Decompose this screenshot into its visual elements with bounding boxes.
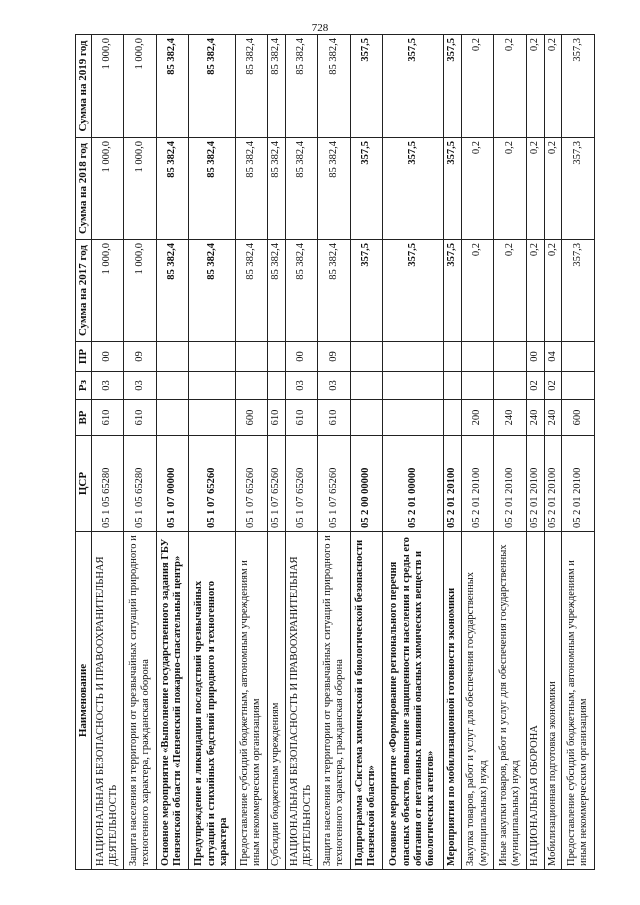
cell-pr: 00: [91, 342, 123, 372]
table-row: [562, 35, 595, 870]
header-sum-2017: Сумма на 2017 год: [76, 240, 92, 342]
cell-sum-2018: 357,5: [444, 138, 462, 240]
cell-name: Основное мероприятие «Формирование регионального перечня опасных объектов, повышение защищенности населения и среды его обитания от негативных влияний опасных химических веществ и биологических агентов»: [382, 532, 443, 870]
cell-csr: 05 2 01 20100: [562, 436, 595, 532]
cell-sum-2019: 357,5: [350, 35, 382, 138]
cell-sum-2019: 1 000,0: [124, 35, 156, 138]
cell-pr: 04: [544, 342, 562, 372]
cell-name: НАЦИОНАЛЬНАЯ БЕЗОПАСНОСТЬ И ПРАВООХРАНИТЕЛЬНАЯ ДЕЯТЕЛЬНОСТЬ: [91, 532, 123, 870]
cell-name: Основное мероприятие «Выполнение государственного задания ГБУ Пензенской области «Пензенский пожарно-спасательный центр»: [156, 532, 188, 870]
cell-sum-2018: 357,3: [562, 138, 595, 240]
cell-name: Мероприятия по мобилизационной готовности экономики: [444, 532, 462, 870]
cell-csr: 05 1 07 65260: [318, 436, 350, 532]
header-row: [76, 35, 92, 870]
cell-csr: 05 1 07 65260: [235, 436, 267, 532]
table-row: [444, 35, 462, 870]
cell-name: НАЦИОНАЛЬНАЯ БЕЗОПАСНОСТЬ И ПРАВООХРАНИТЕЛЬНАЯ ДЕЯТЕЛЬНОСТЬ: [285, 532, 317, 870]
cell-sum-2019: 0,2: [526, 35, 544, 138]
cell-vr: 610: [91, 400, 123, 436]
cell-sum-2017: 1 000,0: [91, 240, 123, 342]
cell-pr: [494, 342, 526, 372]
cell-sum-2018: 85 382,4: [188, 138, 235, 240]
cell-rz: [562, 372, 595, 400]
cell-rz: [188, 372, 235, 400]
header-pr: ПР: [76, 342, 92, 372]
table-row: [526, 35, 544, 870]
header-csr: ЦСР: [76, 436, 92, 532]
cell-rz: 03: [318, 372, 350, 400]
cell-vr: 610: [124, 400, 156, 436]
cell-vr: 610: [285, 400, 317, 436]
cell-name: Закупка товаров, работ и услуг для обеспечения государственных (муниципальных) нужд: [462, 532, 494, 870]
cell-pr: [235, 342, 267, 372]
cell-sum-2017: 85 382,4: [156, 240, 188, 342]
table-row: [285, 35, 317, 870]
cell-rz: [156, 372, 188, 400]
cell-sum-2017: 0,2: [494, 240, 526, 342]
header-sum-2018: Сумма на 2018 год: [76, 138, 92, 240]
cell-name: Предупреждение и ликвидация последствий чрезвычайных ситуаций и стихийных бедствий природного и техногенного характера: [188, 532, 235, 870]
cell-rz: [494, 372, 526, 400]
cell-vr: [350, 400, 382, 436]
cell-vr: 610: [268, 400, 286, 436]
table-row: [462, 35, 494, 870]
table-body: [91, 35, 594, 870]
cell-rz: [462, 372, 494, 400]
cell-csr: 05 2 01 20100: [444, 436, 462, 532]
cell-sum-2017: 85 382,4: [318, 240, 350, 342]
cell-sum-2017: 357,5: [444, 240, 462, 342]
cell-pr: [268, 342, 286, 372]
cell-sum-2017: 85 382,4: [188, 240, 235, 342]
cell-name: Субсидии бюджетным учреждениям: [268, 532, 286, 870]
cell-name: Предоставление субсидий бюджетным, автономным учреждениям и иным некоммерческим организациям: [235, 532, 267, 870]
cell-sum-2018: 85 382,4: [156, 138, 188, 240]
cell-csr: 05 2 01 00000: [382, 436, 443, 532]
cell-vr: 240: [544, 400, 562, 436]
cell-sum-2019: 85 382,4: [285, 35, 317, 138]
table-row: [156, 35, 188, 870]
cell-vr: 240: [526, 400, 544, 436]
cell-sum-2019: 85 382,4: [156, 35, 188, 138]
cell-vr: 610: [318, 400, 350, 436]
cell-csr: 05 2 01 20100: [462, 436, 494, 532]
cell-sum-2017: 85 382,4: [285, 240, 317, 342]
cell-sum-2018: 0,2: [526, 138, 544, 240]
cell-vr: 600: [235, 400, 267, 436]
cell-rz: [268, 372, 286, 400]
cell-name: Защита населения и территории от чрезвычайных ситуаций природного и техногенного характера, гражданская оборона: [318, 532, 350, 870]
cell-sum-2019: 85 382,4: [235, 35, 267, 138]
cell-rz: 03: [91, 372, 123, 400]
cell-sum-2018: 85 382,4: [318, 138, 350, 240]
cell-sum-2018: 1 000,0: [91, 138, 123, 240]
cell-name: Мобилизационная подготовка экономики: [544, 532, 562, 870]
cell-pr: [350, 342, 382, 372]
cell-sum-2018: 85 382,4: [268, 138, 286, 240]
cell-vr: [156, 400, 188, 436]
cell-sum-2017: 357,3: [562, 240, 595, 342]
cell-name: Защита населения и территории от чрезвычайных ситуаций природного и техногенного характера, гражданская оборона: [124, 532, 156, 870]
cell-sum-2017: 357,5: [382, 240, 443, 342]
cell-sum-2017: 0,2: [462, 240, 494, 342]
budget-table-container: [75, 35, 595, 870]
cell-sum-2019: 357,3: [562, 35, 595, 138]
cell-csr: 05 2 01 20100: [494, 436, 526, 532]
cell-csr: 05 2 01 20100: [526, 436, 544, 532]
cell-sum-2018: 85 382,4: [285, 138, 317, 240]
cell-csr: 05 1 07 65260: [268, 436, 286, 532]
cell-pr: 00: [285, 342, 317, 372]
budget-table: [75, 34, 595, 870]
cell-rz: [350, 372, 382, 400]
cell-sum-2018: 85 382,4: [235, 138, 267, 240]
header-rz: Рз: [76, 372, 92, 400]
cell-sum-2019: 85 382,4: [268, 35, 286, 138]
cell-sum-2019: 357,5: [382, 35, 443, 138]
cell-rz: 02: [544, 372, 562, 400]
cell-sum-2017: 1 000,0: [124, 240, 156, 342]
cell-vr: [382, 400, 443, 436]
cell-sum-2018: 357,5: [382, 138, 443, 240]
cell-sum-2019: 85 382,4: [318, 35, 350, 138]
cell-sum-2019: 85 382,4: [188, 35, 235, 138]
cell-sum-2019: 0,2: [494, 35, 526, 138]
cell-sum-2018: 357,5: [350, 138, 382, 240]
cell-sum-2017: 357,5: [350, 240, 382, 342]
page-number: 728: [311, 22, 329, 34]
cell-sum-2017: 0,2: [526, 240, 544, 342]
cell-vr: 240: [494, 400, 526, 436]
header-vr: ВР: [76, 400, 92, 436]
cell-sum-2018: 0,2: [544, 138, 562, 240]
cell-csr: 05 1 05 65280: [91, 436, 123, 532]
table-row: [350, 35, 382, 870]
cell-csr: 05 2 00 00000: [350, 436, 382, 532]
table-row: [268, 35, 286, 870]
table-row: [544, 35, 562, 870]
cell-pr: [188, 342, 235, 372]
table-row: [318, 35, 350, 870]
cell-pr: 00: [526, 342, 544, 372]
cell-vr: [444, 400, 462, 436]
cell-sum-2018: 0,2: [494, 138, 526, 240]
cell-sum-2018: 1 000,0: [124, 138, 156, 240]
table-row: [382, 35, 443, 870]
table-row: [494, 35, 526, 870]
cell-rz: 03: [285, 372, 317, 400]
cell-name: Иные закупки товаров, работ и услуг для обеспечения государственных (муниципальных) нужд: [494, 532, 526, 870]
cell-csr: 05 1 07 65260: [188, 436, 235, 532]
cell-name: Подпрограмма «Система химической и биологической безопасности Пензенской области»: [350, 532, 382, 870]
cell-rz: 02: [526, 372, 544, 400]
header-sum-2019: Сумма на 2019 год: [76, 35, 92, 138]
cell-name: Предоставление субсидий бюджетным, автономным учреждениям и иным некоммерческим организациям: [562, 532, 595, 870]
cell-vr: 200: [462, 400, 494, 436]
cell-sum-2019: 1 000,0: [91, 35, 123, 138]
cell-pr: 09: [318, 342, 350, 372]
cell-pr: [444, 342, 462, 372]
cell-csr: 05 1 07 00000: [156, 436, 188, 532]
cell-vr: [188, 400, 235, 436]
cell-sum-2019: 0,2: [462, 35, 494, 138]
cell-rz: [235, 372, 267, 400]
table-row: [91, 35, 123, 870]
cell-name: НАЦИОНАЛЬНАЯ ОБОРОНА: [526, 532, 544, 870]
cell-sum-2018: 0,2: [462, 138, 494, 240]
cell-pr: [156, 342, 188, 372]
table-row: [188, 35, 235, 870]
cell-csr: 05 1 05 65280: [124, 436, 156, 532]
cell-rz: [382, 372, 443, 400]
cell-rz: 03: [124, 372, 156, 400]
cell-csr: 05 2 01 20100: [544, 436, 562, 532]
cell-sum-2017: 85 382,4: [235, 240, 267, 342]
cell-sum-2019: 0,2: [544, 35, 562, 138]
cell-pr: [462, 342, 494, 372]
cell-pr: 09: [124, 342, 156, 372]
table-row: [235, 35, 267, 870]
cell-rz: [444, 372, 462, 400]
cell-pr: [562, 342, 595, 372]
cell-csr: 05 1 07 65260: [285, 436, 317, 532]
cell-sum-2019: 357,5: [444, 35, 462, 138]
header-name: Наименование: [76, 532, 92, 870]
table-row: [124, 35, 156, 870]
cell-pr: [382, 342, 443, 372]
cell-sum-2017: 0,2: [544, 240, 562, 342]
cell-vr: 600: [562, 400, 595, 436]
cell-sum-2017: 85 382,4: [268, 240, 286, 342]
